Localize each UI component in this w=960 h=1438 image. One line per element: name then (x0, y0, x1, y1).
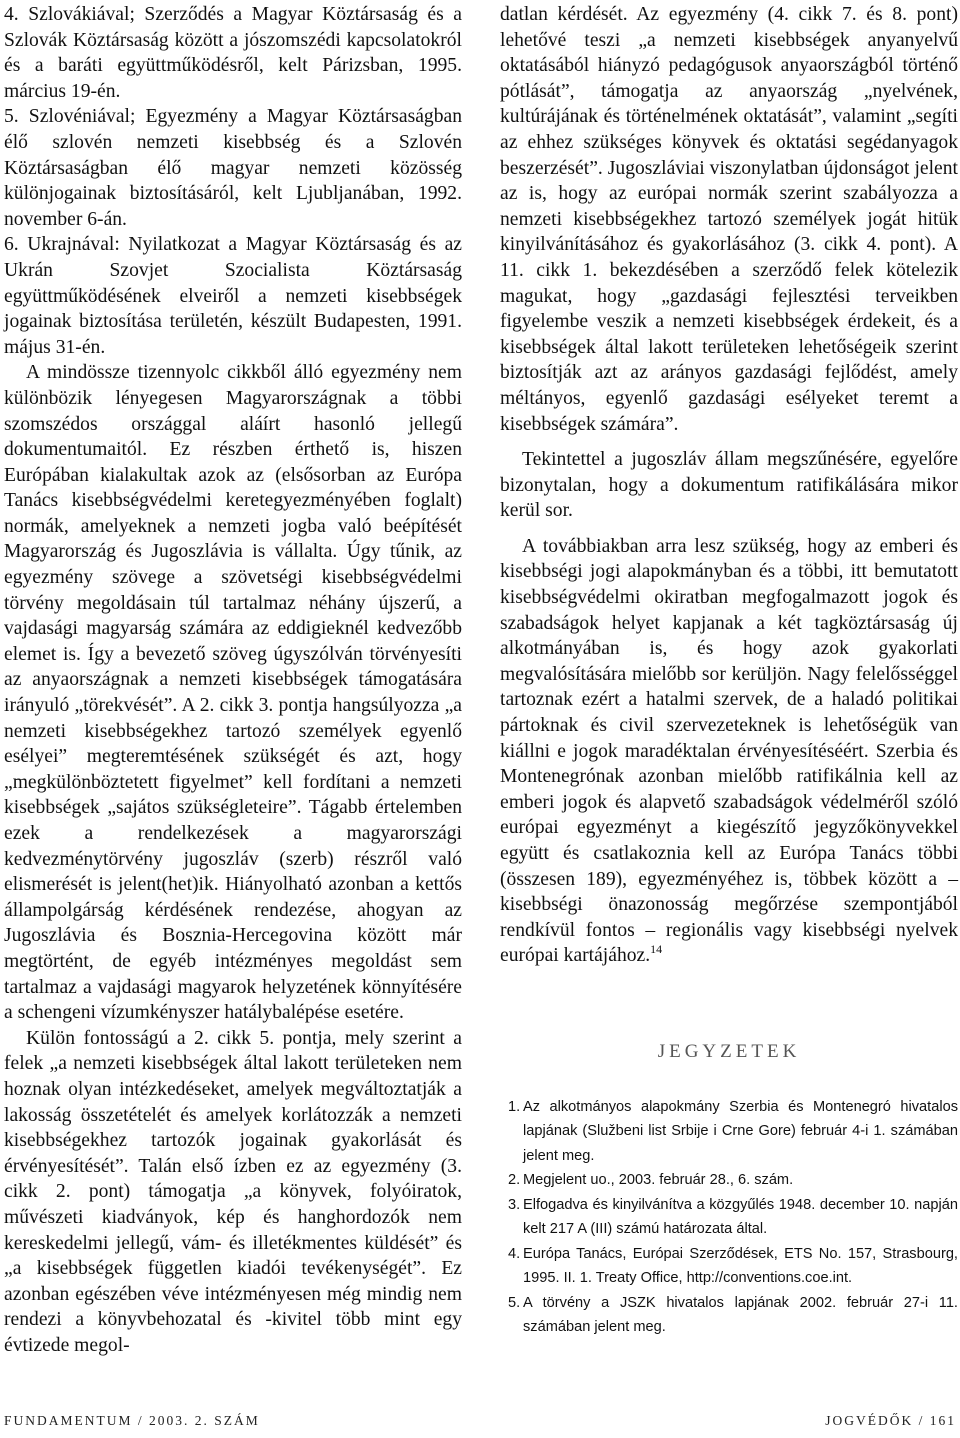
notes-list (500, 1095, 958, 1340)
left-text-column (4, 2, 462, 1358)
note-text: Európa Tanács, Európai Szerződések, ETS No. 157, Strasbourg, 1995. II. 1. Treaty Office, http://conventions.coe.int. (523, 1245, 958, 1287)
note-item (500, 1168, 958, 1193)
note-text: A törvény a JSZK hivatalos lapjának 2002. február 27-i 11. számában jelent meg. (523, 1294, 958, 1336)
right-text-column (500, 2, 958, 1340)
footer-section-page-number: JOGVÉDŐK / 161 (825, 1413, 956, 1428)
note-item (500, 1291, 958, 1340)
body-paragraph: 6. Ukrajnával: Nyilatkozat a Magyar Köztársaság és az Ukrán Szovjet Szocialista Köztársaság együttműködésének elveiről a nemzeti kisebbségek jogainak biztosítása területén, készült Budapesten, 1991. május 31-én. (4, 234, 462, 358)
footnote-reference[interactable]: 14 (650, 942, 663, 957)
note-text: Az alkotmányos alapokmány Szerbia és Montenegró hivatalos lapjának (Službeni list Srbije i Crne Gore) február 4-i 1. számában jelent meg. (523, 1098, 958, 1164)
body-paragraph-with-footnote (500, 534, 958, 969)
body-paragraph: A mindössze tizennyolc cikkből álló egyezmény nem különbözik lényegesen Magyarországnak a többi szomszédos országgal aláírt hasonló jellegű dokumentumaitól. Ez részben érthető is, hiszen Európában kialakultak azok az (elsősorban az Európa Tanács kisebbségvédelmi keretegyezményében foglalt) normák, amelyeknek a nemzeti jogba való beépítését Magyarország és Jugoszlávia is vállalta. Úgy tűnik, az egyezmény szövege a szövetségi kisebbségvédelmi törvény megoldásain túl tartalmaz néhány újszerű, a vajdasági magyarság számára az eddigieknél kedvezőbb elemet is. Így a bevezető szöveg úgyszólván törvényesíti az anyaországnak a nemzeti kisebbségek támogatására irányuló „törekvését”. A 2. cikk 3. pontja hangsúlyozza „a nemzeti kisebbségekhez tartozó személyek egyenlő esélyei” megteremtésének szükségét és azt, hogy „megkülönböztetett figyelmet” kell fordítani a nemzeti kisebbségek „sajátos szükségleteire”. Tágabb értelemben ezek a rendelkezések a magyarországi kedvezménytörvény jugoszláv (szerb) részről való elismerését is jelent(het)ik. Hiányolható azonban a kettős állampolgárság kérdésének rendezése, ahogyan az Jugoszlávia és Bosznia-Hercegovina között már megtörtént, de egyéb intézményes megoldást sem tartalmaz a vajdasági magyarok helyzetének könnyítésére a schengeni vízumkényszer hatálybalépése esetére. (4, 362, 462, 1024)
body-paragraph: Külön fontosságú a 2. cikk 5. pontja, mely szerint a felek „a nemzeti kisebbségek által lakott területeken nem hoznak olyan intézkedéseket, amelyek megváltoztatják a lakosság összetételét és amelyek korlátozzák a nemzeti kisebbségekhez tartozók jogainak gyakorlását és érvényesítését”. Talán első ízben ez az egyezmény (3. cikk 2. pont) támogatja „a könyvek, folyóiratok, művészeti kiadványok, kép és hanghordozók nem kereskedelmi jellegű, vám- és illetékmentes küldését” és „a kisebbségek független kiadói tevékenységét”. Ez azonban egészében véve intézményesen még mindig nem rendezi a könyvbehozatal és -kivitel több mint egy évtizede megol- (4, 1027, 462, 1356)
body-paragraph: Tekintettel a jugoszláv állam megszűnésére, egyelőre bizonytalan, hogy a dokumentum ratifikálására mikor kerül sor. (500, 449, 958, 522)
note-item (500, 1242, 958, 1291)
note-text: Megjelent uo., 2003. február 28., 6. szám. (523, 1172, 794, 1189)
note-number: 3. (508, 1196, 521, 1213)
body-paragraph: datlan kérdését. Az egyezmény (4. cikk 7. és 8. pont) lehetővé teszi „a nemzeti kisebbségek anyanyelvű oktatásából hiányzó pedagógusok anyaországból történő pótlását”, támogatja az anyaország „nyelvének, kultúrájának és történelmének oktatását”, valamint „segíti az ehhez szükséges könyvek és oktatási segédanyagok beszerzését”. Jugoszláviai viszonylatban újdonságot jelent az is, hogy az európai normák szerint szabályozza a nemzeti kisebbségekhez tartozó személyek jogát hitük kinyilvánításához és gyakorlásához (3. cikk 4. pont). A 11. cikk 1. bekezdésében a szerződő felek kötelezik magukat, hogy „gazdasági fejlesztési terveikben figyelembe veszik a nemzeti kisebbségek érdekeit, és a kisebbségek által lakott területeken lehetőségeik szerint biztosítják azt az arányos gazdasági fejlődést, amely méltányos, egyenlő gazdasági esélyeket teremt a kisebbségek számára”. (500, 4, 958, 435)
note-number: 2. (508, 1172, 521, 1189)
note-number: 4. (508, 1245, 521, 1262)
note-item (500, 1095, 958, 1169)
body-paragraph: 4. Szlovákiával; Szerződés a Magyar Köztársaság és a Szlovák Köztársaság között a jószomszédi kapcsolatokról és a baráti együttműködésről, kelt Párizsban, 1995. március 19-én. (4, 4, 462, 102)
note-number: 1. (508, 1098, 521, 1115)
footer-journal-issue: FUNDAMENTUM / 2003. 2. SZÁM (4, 1413, 260, 1428)
note-number: 5. (508, 1294, 521, 1311)
note-item (500, 1193, 958, 1242)
body-paragraph-text: A továbbiakban arra lesz szükség, hogy az emberi és kisebbségi jogi alapokmányban és a többi, itt bemutatott kisebbségvédelmi okiratban megfogalmazott jogok és szabadságok helyet kapjanak a két tagköztársaság új alkotmányában is, és hogy azok gyakorlati megvalósítására mielőbb sor kerüljön. Nagy felelősséggel tartoznak ezért a hatalmi szervek, de a haladó politikai pártoknak és civil szervezeteknek is lehetőségük van kiállni e jogok maradéktalan érvényesítéséért. Szerbia és Montenegrónak azonban mielőbb ratifikálnia kell az emberi jogok és alapvető szabadságok védelméről szóló európai egyezményt a kiegészítő jegyzőkönyvekkel együtt és csatlakoznia kell az Európa Tanács többi (összesen 189), egyezményéhez is, többek között a – kisebbségi önazonosság megőrzése szempontjából rendkívül fontos – regionális vagy kisebbségi nyelvek európai kartájához. (500, 535, 958, 967)
note-text: Elfogadva és kinyilvánítva a közgyűlés 1948. december 10. napján kelt 217 A (III) számú határozata által. (523, 1196, 958, 1238)
body-paragraph: 5. Szlovéniával; Egyezmény a Magyar Köztársaságban élő szlovén nemzeti kisebbség és a Szlovén Köztársaságban élő magyar nemzeti közösség különjogainak biztosításáról, kelt Ljubljanában, 1992. november 6-án. (4, 106, 462, 230)
notes-heading: JEGYZETEK (657, 1040, 801, 1062)
